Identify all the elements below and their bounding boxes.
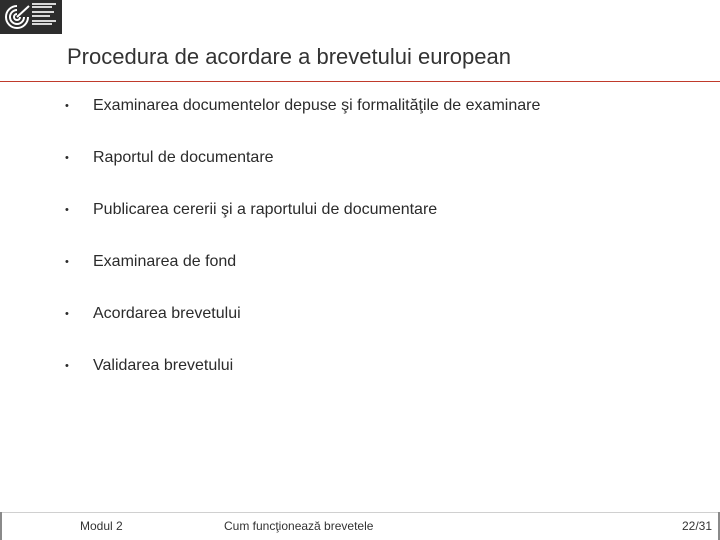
slide-title: Procedura de acordare a brevetului european xyxy=(67,44,511,69)
bullet-marker: • xyxy=(65,100,69,112)
bullet-text: Raportul de documentare xyxy=(93,149,274,166)
bullet-marker: • xyxy=(65,360,69,372)
bullet-text: Examinarea documentelor depuse şi formalităţile de examinare xyxy=(93,97,541,114)
footer-edge-left xyxy=(0,512,2,540)
bullet-text: Acordarea brevetului xyxy=(93,305,241,322)
bullet-text: Examinarea de fond xyxy=(93,253,237,270)
page-number: 22/31 xyxy=(681,519,712,533)
logo-wordmark xyxy=(32,3,60,27)
bullet-marker: • xyxy=(65,204,69,216)
bullet-text: Validarea brevetului xyxy=(93,357,234,374)
footer-divider xyxy=(0,512,720,513)
footer-course-title: Cum funcţionează brevetele xyxy=(224,519,374,533)
epo-logo-icon xyxy=(3,3,31,31)
bullet-marker: • xyxy=(65,256,69,268)
title-divider xyxy=(0,81,720,82)
slide-footer xyxy=(0,512,720,540)
epo-logo xyxy=(0,0,62,34)
footer-module-label: Modul 2 xyxy=(80,519,123,533)
bullet-marker: • xyxy=(65,152,69,164)
bullet-text: Publicarea cererii şi a raportului de documentare xyxy=(93,201,438,218)
bullet-marker: • xyxy=(65,308,69,320)
